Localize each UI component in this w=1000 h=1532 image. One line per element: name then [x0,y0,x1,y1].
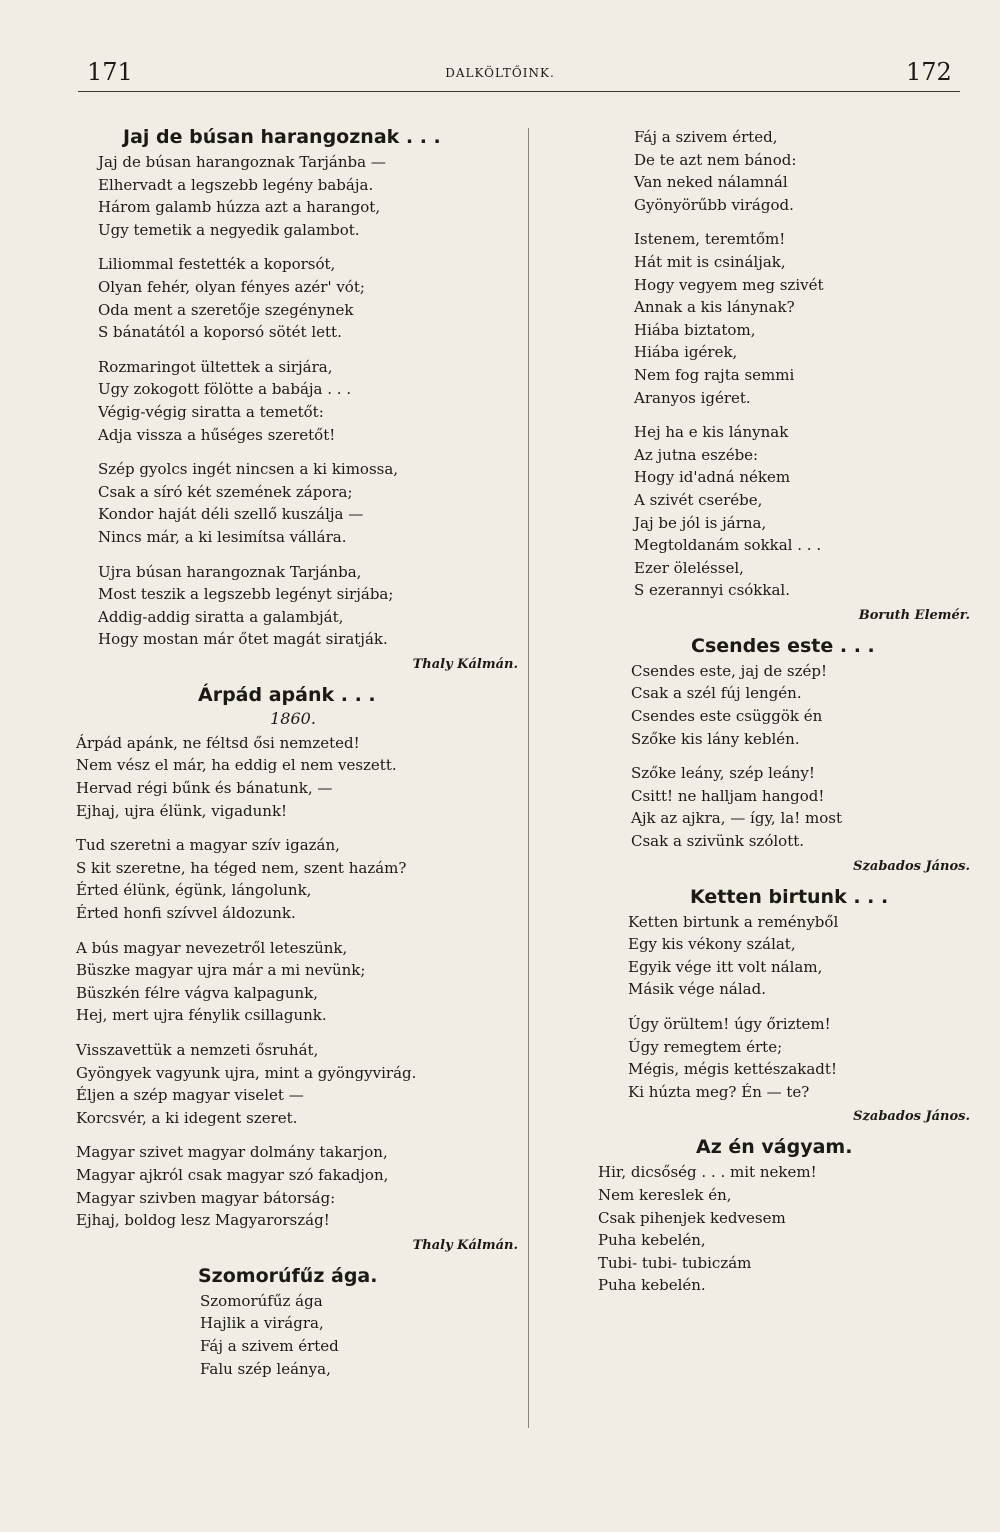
verse-line: Jaj be jól is járna, [634,513,767,532]
verse-line: Nem kereslek én, [598,1185,732,1204]
verse-line: Árpád apánk, ne féltsd ősi nemzeted! [76,733,360,752]
verse-line: Mégis, mégis kettészakadt! [628,1060,837,1079]
verse-line: Olyan fehér, olyan fényes azér' vót; [98,277,365,296]
verse-line: Elhervadt a legszebb legény babája. [98,175,374,194]
poem [598,1136,970,1297]
poem-title: Az én vágyam. [696,1136,853,1159]
verse-line: Puha kebelén, [598,1231,706,1250]
verse-line: Hiába igérek, [634,343,738,362]
poem-author: Thaly Kálmán. [412,656,518,672]
stanza [598,421,970,602]
verse-line: Rozmaringot ültettek a sirjára, [98,357,333,376]
poem [598,126,970,623]
verse-line: Csak a szél fúj lengén. [631,684,802,703]
verse-line: Szőke leány, szép leány! [631,764,815,783]
verse-line: Érted honfi szívvel áldozunk. [76,904,296,923]
poem-author: Thaly Kálmán. [412,1237,518,1253]
stanza [598,228,970,409]
poem-title: Csendes este . . . [691,634,875,657]
verse-line: Három galamb húzza azt a harangot, [98,198,381,217]
stanza [598,911,970,1001]
verse-line: Most teszik a legszebb legényt sirjába; [98,585,394,604]
verse-line: Ugy zokogott fölötte a babája . . . [98,380,352,399]
verse-line: Ketten birtunk a reményből [628,912,839,931]
column-divider [528,128,529,1428]
stanza [598,126,970,216]
verse-line: Addig-addig siratta a galambját, [98,607,344,626]
verse-line: Kondor haját déli szellő kuszálja — [98,505,364,524]
stanza [68,732,518,822]
verse-line: Ezer öleléssel, [634,558,744,577]
verse-line: Tubi- tubi- tubiczám [598,1253,752,1272]
header-rule [78,91,960,92]
verse-line: Úgy remegtem érte; [628,1037,783,1056]
verse-line: Jaj de búsan harangoznak Tarjánba — [98,153,386,171]
verse-line: S bánatától a koporsó sötét lett. [98,323,342,342]
stanza [68,253,518,343]
verse-line: Büszkén félre vágva kalpagunk, [76,983,319,1002]
verse-line: Gyöngyek vagyunk ujra, mint a gyöngyvirág. [76,1063,417,1082]
page-header [0,0,1000,96]
verse-line: Fáj a szivem érted, [634,128,778,146]
verse-line: Nem fog rajta semmi [634,365,795,384]
verse-line: Ajk az ajkra, — így, la! most [631,809,842,828]
verse-line: Magyar szivben magyar bátorság: [76,1188,336,1207]
poem-author: Boruth Elemér. [858,607,970,623]
verse-line: Csak a síró két szemének zápora; [98,482,353,501]
stanza [598,762,970,852]
stanza [68,151,518,241]
poem-title: Árpád apánk . . . [198,683,376,706]
verse-line: Nem vész el már, ha eddig el nem veszett. [76,756,397,775]
page-number-left: 171 [87,58,133,86]
verse-line: Érted élünk, égünk, lángolunk, [76,881,312,900]
verse-line: Ugy temetik a negyedik galambot. [98,220,360,239]
verse-line: Hogy id'adná nékem [634,468,791,487]
verse-line: Hir, dicsőség . . . mit nekem! [598,1163,817,1182]
verse-line: Puha kebelén. [598,1276,706,1295]
verse-line: Nincs már, a ki lesimítsa vállára. [98,527,347,546]
verse-line: S ezerannyi csókkal. [634,581,790,600]
verse-line: Szép gyolcs ingét nincsen a ki kimossa, [98,460,399,479]
verse-line: Ejhaj, ujra élünk, vigadunk! [76,801,288,820]
stanza [68,1141,518,1231]
verse-line: Csak a szivünk szólott. [631,832,805,851]
verse-line: Magyar ajkról csak magyar szó fakadjon, [76,1165,389,1184]
poem [68,1265,518,1380]
verse-line: Magyar szivet magyar dolmány takarjon, [76,1143,388,1162]
stanza [68,1039,518,1129]
poem-date: 1860. [270,708,316,728]
verse-line: Oda ment a szeretője szegénynek [98,300,354,319]
verse-line: Hej, mert ujra fénylik csillagunk. [76,1006,327,1025]
verse-line: De te azt nem bánod: [634,150,797,169]
verse-line: Annak a kis lánynak? [634,298,795,317]
right-column [598,126,970,1309]
verse-line: Csendes este, jaj de szép! [631,661,828,680]
verse-line: Az jutna eszébe: [634,445,759,464]
left-column [68,126,518,1392]
stanza [598,660,970,750]
poem-title: Jaj de búsan harangoznak . . . [123,126,441,148]
stanza [68,458,518,548]
verse-line: Falu szép leánya, [200,1359,331,1378]
verse-line: Van neked nálamnál [634,173,788,192]
verse-line: Gyönyörűbb virágod. [634,195,794,214]
poem-title: Ketten birtunk . . . [690,885,889,908]
verse-line: Adja vissza a hűséges szeretőt! [98,425,336,444]
verse-line: Hiába biztatom, [634,320,756,339]
verse-line: Megtoldanám sokkal . . . [634,536,822,555]
stanza [68,1290,518,1380]
verse-line: Hogy vegyem meg szivét [634,275,824,294]
verse-line: Csak pihenjek kedvesem [598,1208,786,1227]
verse-line: Ujra búsan harangoznak Tarjánba, [98,562,362,581]
verse-line: Tud szeretni a magyar szív igazán, [76,836,340,855]
poem [68,126,518,672]
verse-line: Visszavettük a nemzeti ősruhát, [76,1041,319,1059]
verse-line: Hogy mostan már őtet magát siratják. [98,630,388,649]
poem-author: Szabados János. [853,1109,970,1125]
stanza [68,561,518,651]
stanza [598,1161,970,1297]
stanza [68,834,518,924]
stanza [598,1013,970,1103]
verse-line: Egyik vége itt volt nálam, [628,957,823,976]
verse-line: Egy kis vékony szálat, [628,935,796,954]
verse-line: Szőke kis lány keblén. [631,729,800,748]
verse-line: Ejhaj, boldog lesz Magyarország! [76,1211,330,1230]
verse-line: S kit szeretne, ha téged nem, szent hazám? [76,858,407,877]
verse-line: Fáj a szivem érted [200,1336,339,1355]
verse-line: Korcsvér, a ki idegent szeret. [76,1108,298,1127]
verse-line: Szomorúfűz ága [200,1291,323,1310]
poem [598,886,970,1125]
verse-line: Éljen a szép magyar viselet — [76,1086,304,1105]
stanza [68,937,518,1027]
verse-line: Büszke magyar ujra már a mi nevünk; [76,961,366,980]
verse-line: Csendes este csüggök én [631,707,823,726]
verse-line: Hej ha e kis lánynak [634,423,789,442]
page-number-right: 172 [906,58,952,86]
verse-line: Liliommal festették a koporsót, [98,255,336,274]
verse-line: Hát mit is csináljak, [634,252,786,271]
verse-line: Csitt! ne halljam hangod! [631,786,825,805]
verse-line: Aranyos igéret. [634,388,751,407]
verse-line: Hajlik a virágra, [200,1314,324,1333]
verse-line: A szivét cserébe, [634,490,763,509]
stanza [68,356,518,446]
verse-line: Végig-végig siratta a temetőt: [98,402,324,421]
poem [598,635,970,874]
verse-line: Ki húzta meg? Én — te? [628,1082,810,1101]
verse-line: Úgy örültem! úgy őriztem! [628,1015,831,1033]
verse-line: Hervad régi bűnk és bánatunk, — [76,779,333,798]
verse-line: Másik vége nálad. [628,980,766,999]
running-title: DALKÖLTŐINK. [445,66,555,80]
verse-line: Istenem, teremtőm! [634,230,786,249]
poem-author: Szabados János. [853,858,970,874]
poem-title: Szomorúfűz ága. [198,1264,378,1287]
poem [68,684,518,1253]
verse-line: A bús magyar nevezetről leteszünk, [76,938,348,957]
